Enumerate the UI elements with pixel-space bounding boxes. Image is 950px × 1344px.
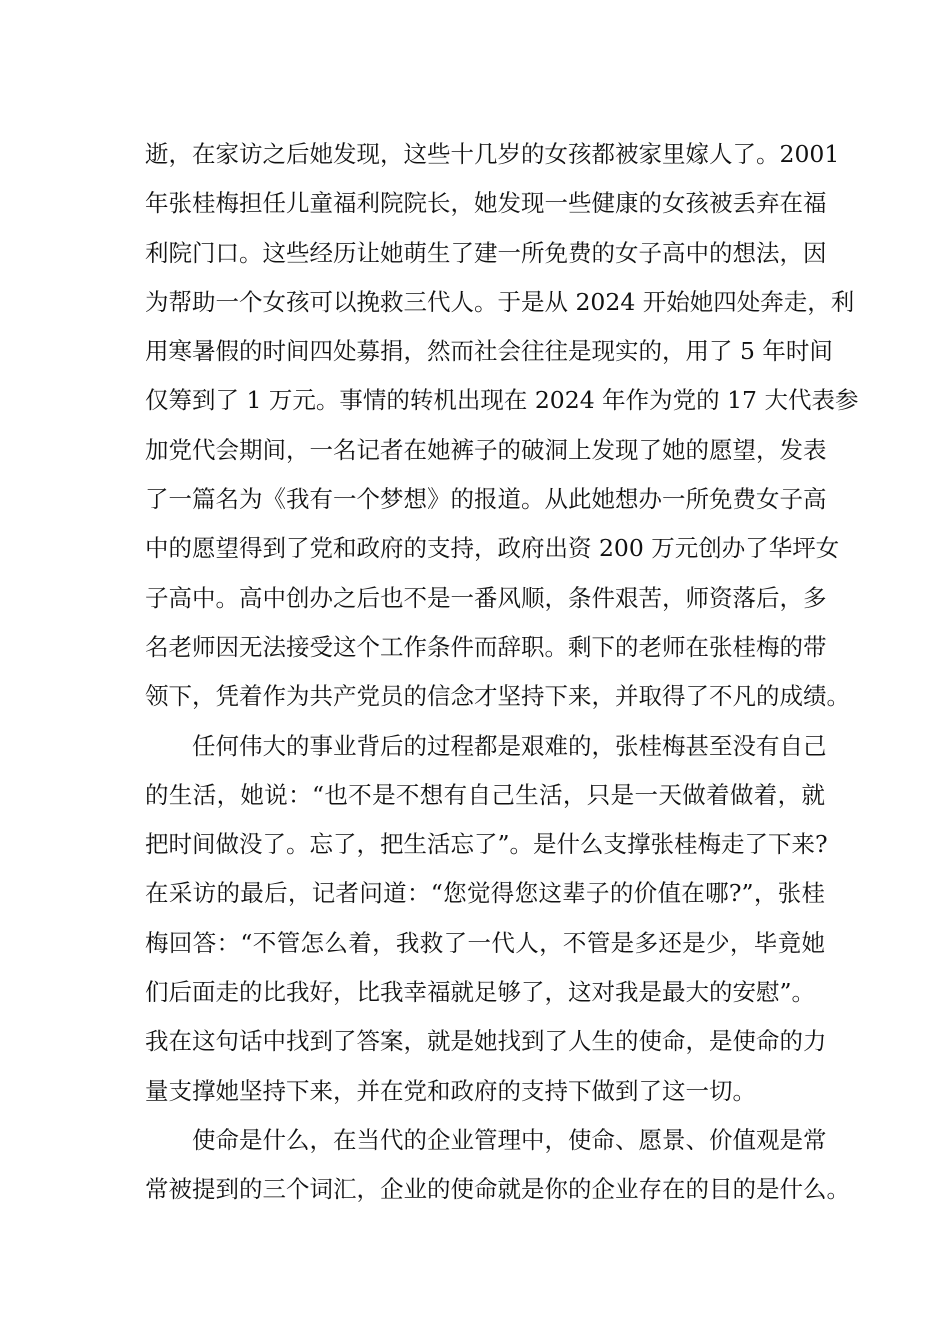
text-line: 中的愿望得到了党和政府的支持，政府出资 200 万元创办了华坪女 [145, 534, 840, 563]
text-line: 梅回答：“不管怎么着，我救了一代人，不管是多还是少，毕竟她 [145, 928, 825, 957]
text-line: 仅筹到了 1 万元。事情的转机出现在 2024 年作为党的 17 大代表参 [145, 386, 859, 415]
text-line: 们后面走的比我好，比我幸福就足够了，这对我是最大的安慰”。 [145, 978, 816, 1007]
text-line: 子高中。高中创办之后也不是一番风顺，条件艰苦，师资落后，多 [145, 583, 827, 612]
paragraph [145, 130, 859, 722]
text-line: 我在这句话中找到了答案，就是她找到了人生的使命，是使命的力 [145, 1027, 827, 1056]
text-line: 利院门口。这些经历让她萌生了建一所免费的女子高中的想法，因 [145, 238, 827, 267]
text-line: 的生活，她说：“也不是不想有自己生活，只是一天做着做着，就 [145, 780, 825, 809]
paragraph [145, 722, 828, 1116]
text-line: 领下，凭着作为共产党员的信念才坚持下来，并取得了不凡的成绩。 [145, 682, 850, 711]
text-line: 了一篇名为《我有一个梦想》的报道。从此她想办一所免费女子高 [145, 485, 827, 514]
text-line: 加党代会期间，一名记者在她裤子的破洞上发现了她的愿望，发表 [145, 435, 827, 464]
text-line: 逝，在家访之后她发现，这些十几岁的女孩都被家里嫁人了。2001 [145, 140, 840, 168]
text-line: 常被提到的三个词汇，企业的使命就是你的企业存在的目的是什么。 [145, 1175, 850, 1204]
text-line: 任何伟大的事业背后的过程都是艰难的，张桂梅甚至没有自己 [192, 731, 827, 760]
text-line: 量支撑她坚持下来，并在党和政府的支持下做到了这一切。 [145, 1076, 756, 1105]
text-line: 名老师因无法接受这个工作条件而辞职。剩下的老师在张桂梅的带 [145, 632, 827, 661]
text-line: 年张桂梅担任儿童福利院院长，她发现一些健康的女孩被丢弃在福 [145, 189, 827, 218]
text-line: 为帮助一个女孩可以挽救三代人。于是从 2024 开始她四处奔走，利 [145, 287, 855, 316]
text-line: 在采访的最后，记者问道：“您觉得您这辈子的价值在哪?”，张桂 [145, 879, 825, 908]
text-line: 把时间做没了。忘了，把生活忘了”。是什么支撑张桂梅走了下来? [145, 830, 828, 859]
text-line: 使命是什么，在当代的企业管理中，使命、愿景、价值观是常 [192, 1125, 827, 1154]
body-text [145, 130, 859, 1215]
paragraph [145, 1116, 850, 1215]
text-line: 用寒暑假的时间四处募捐，然而社会往往是现实的，用了 5 年时间 [145, 337, 833, 366]
